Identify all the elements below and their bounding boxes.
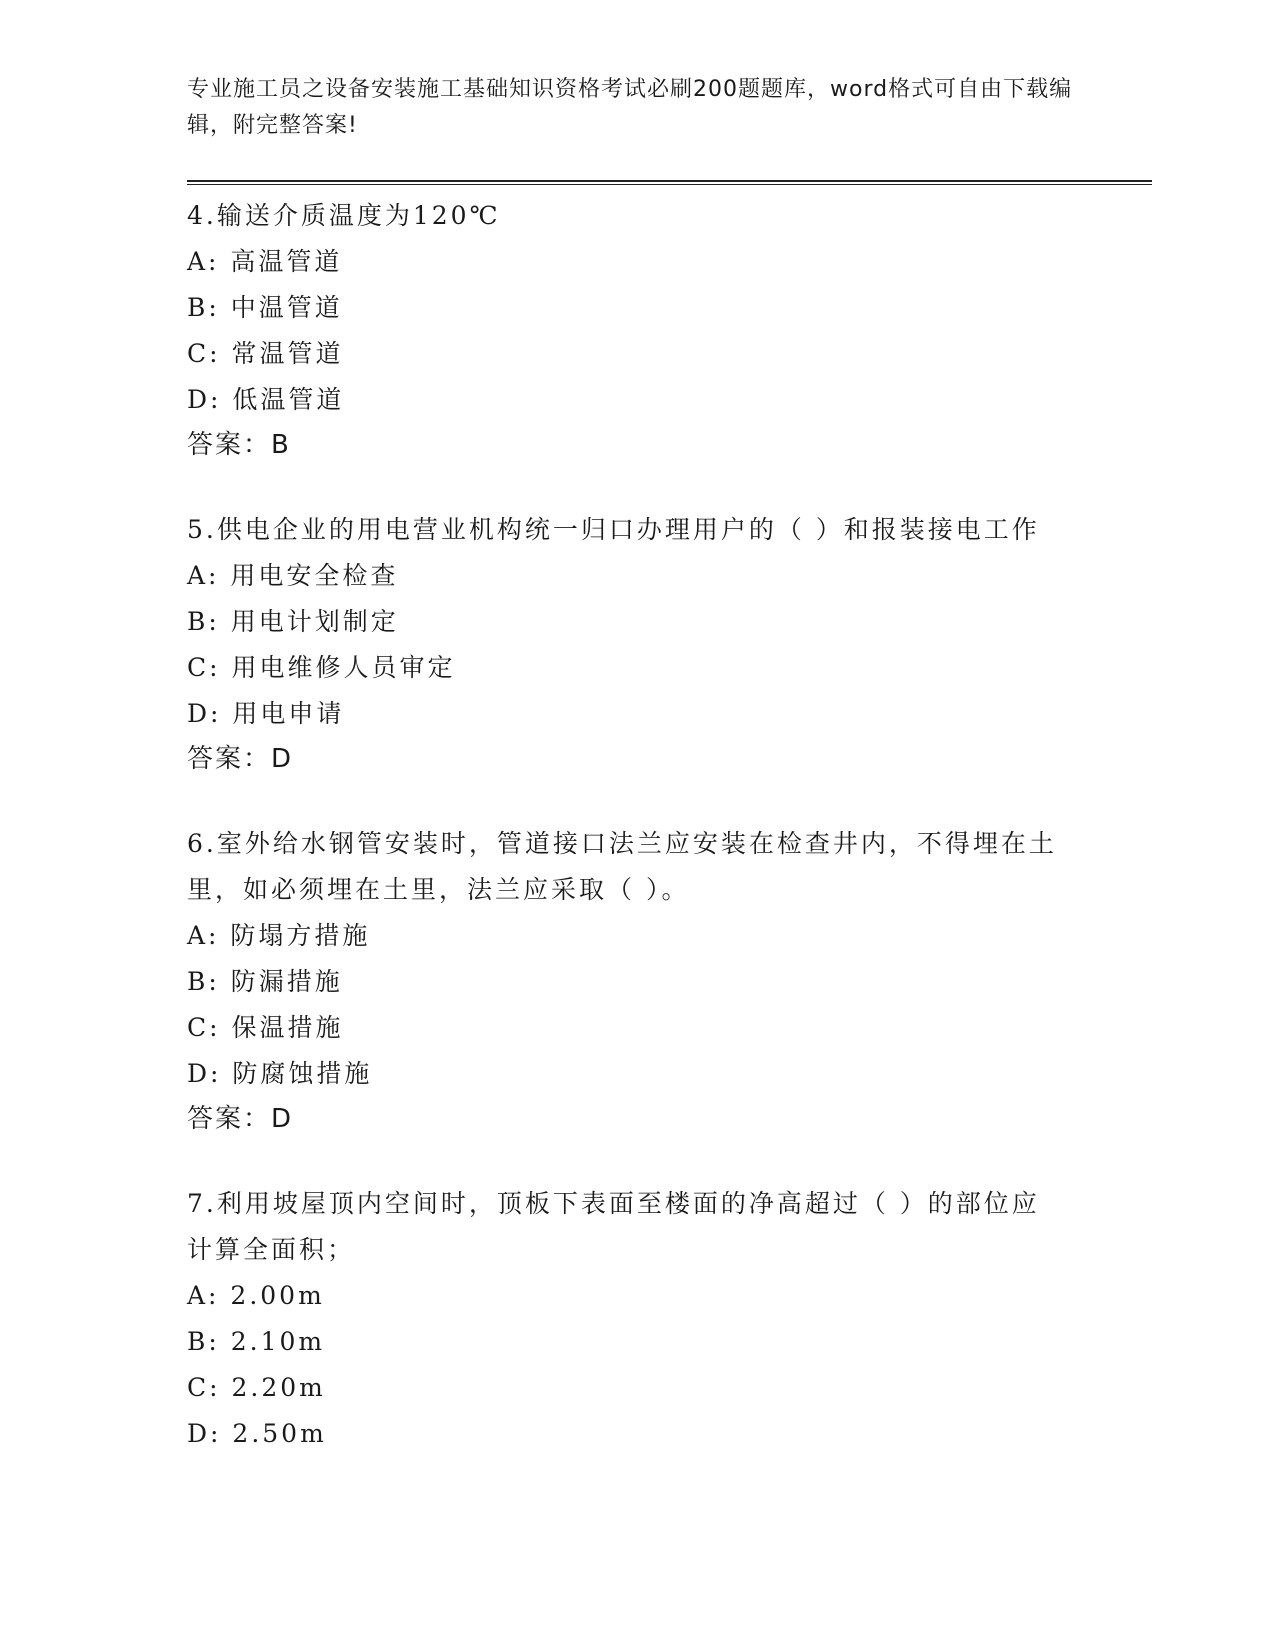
- option-c: C: 常温管道: [187, 339, 344, 368]
- option-d: D: 低温管道: [187, 385, 345, 414]
- option-d: D: 用电申请: [187, 699, 345, 728]
- question-answer: 答案：D: [187, 1104, 294, 1134]
- question-answer: 答案：B: [187, 430, 291, 460]
- question-list: [187, 193, 1152, 1457]
- option-b: B: 2.10m: [187, 1327, 326, 1356]
- option-d: D: 2.50m: [187, 1419, 327, 1448]
- option-b: B: 防漏措施: [187, 967, 343, 996]
- question-text: 6.室外给水钢管安装时，管道接口法兰应安装在检查井内，不得埋在土里，如必须埋在土里，法兰应采取（ ）。: [187, 829, 1057, 904]
- document-page: [187, 72, 1152, 1497]
- question-text: 5.供电企业的用电营业机构统一归口办理用户的（ ）和报装接电工作: [187, 515, 1040, 544]
- question-5: [187, 507, 1152, 781]
- option-b: B: 中温管道: [187, 293, 343, 322]
- option-a: A: 用电安全检查: [187, 561, 399, 590]
- question-4: [187, 193, 1152, 467]
- option-c: C: 用电维修人员审定: [187, 653, 456, 682]
- option-a: A: 防塌方措施: [187, 921, 371, 950]
- document-header: 专业施工员之设备安装施工基础知识资格考试必刷200题题库，word格式可自由下载编辑，附完整答案!: [187, 77, 1073, 138]
- option-a: A: 高温管道: [187, 247, 343, 276]
- header-divider: [187, 180, 1152, 185]
- option-c: C: 保温措施: [187, 1013, 344, 1042]
- question-6: [187, 821, 1152, 1141]
- option-a: A: 2.00m: [187, 1281, 325, 1310]
- option-c: C: 2.20m: [187, 1373, 326, 1402]
- question-7: [187, 1181, 1152, 1457]
- option-b: B: 用电计划制定: [187, 607, 399, 636]
- question-text: 4.输送介质温度为120℃: [187, 201, 501, 230]
- question-answer: 答案：D: [187, 744, 294, 774]
- question-text: 7.利用坡屋顶内空间时，顶板下表面至楼面的净高超过（ ）的部位应计算全面积；: [187, 1189, 1040, 1264]
- option-d: D: 防腐蚀措施: [187, 1059, 373, 1088]
